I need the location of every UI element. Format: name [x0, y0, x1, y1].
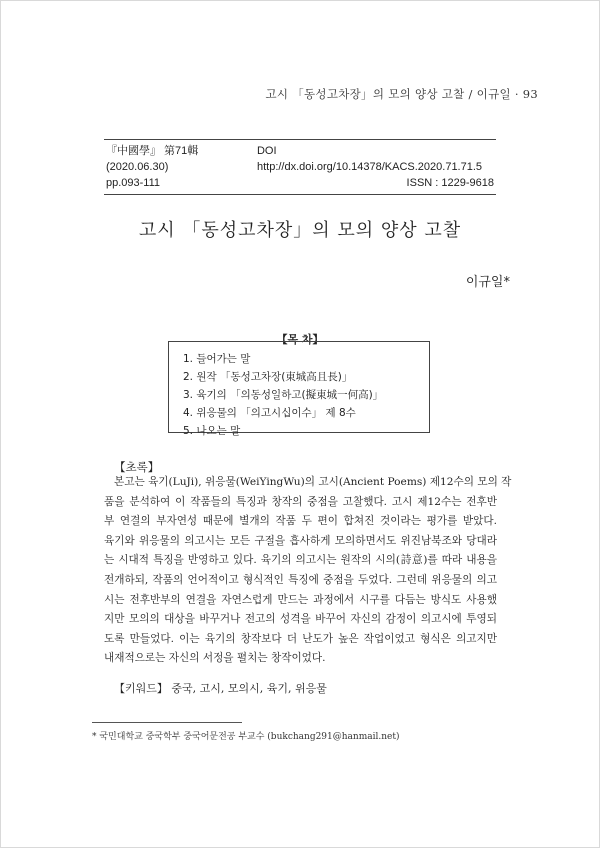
abstract-line: 본고는 육기(LuJi), 위응물(WeiYingWu)의 고시(Ancient Poems) 제12수의 모의 작	[114, 476, 512, 488]
journal-info: 『中國學』 第71輯 (2020.06.30)	[106, 145, 199, 173]
abstract-line: 는 시대적 특징을 반영하고 있다. 육기의 의고시는 원작의 시의(詩意)를 따라 내용을	[104, 554, 497, 567]
abstract-line: 부 연결의 부자연성 때문에 별개의 작품 두 편이 합쳐진 것이라는 평가를 받았다.	[104, 515, 497, 528]
author-name: 이규일*	[465, 275, 510, 290]
abstract-body	[104, 473, 512, 669]
toc-item: 4. 위응물의 「의고시십이수」 제 8수	[183, 407, 356, 419]
abstract-heading: 【초록】	[114, 460, 160, 474]
abstract-line: 시는 전후반부의 연결을 자연스럽게 만드는 과정에서 시구를 다듬는 방식도 사용했	[104, 593, 497, 606]
toc-item: 2. 원작 「동성고차장(東城高且長)」	[183, 371, 353, 383]
abstract-line: 품을 분석하여 이 작품들의 특징과 창작의 중점을 고찰했다. 고시 제12수는 전후반	[104, 495, 497, 508]
table-of-contents	[168, 341, 430, 437]
abstract-line: 전개하되, 작품의 언어적이고 형식적인 특징에 중점을 두었다. 그런데 위응물의 의고	[104, 573, 497, 586]
abstract-line: 내재적으로는 자신의 서정을 펼치는 창작이었다.	[104, 652, 326, 665]
keywords: 【키워드】 중국, 고시, 모의시, 육기, 위응물	[114, 682, 327, 695]
abstract-line: 지만 모의의 대상을 바꾸거나 전고의 성격을 바꾸어 자신의 감정이 의고시에 투영되	[104, 613, 497, 626]
running-head: 고시 「동성고차장」의 모의 양상 고찰 / 이규일 · 93	[265, 87, 538, 101]
issn: ISSN : 1229-9618	[406, 177, 494, 189]
doi-link[interactable]: DOI http://dx.doi.org/10.14378/KACS.2020.71.71.5	[256, 145, 483, 173]
abstract-line: 육기와 위응물의 의고시는 모든 구절을 흡사하게 모의하면서도 위진남북조와 당대라	[104, 534, 497, 547]
author-footnote: * 국민대학교 중국학부 중국어문전공 부교수 (bukchang291@hanmail.net)	[92, 732, 400, 742]
toc-item: 1. 들어가는 말	[183, 353, 251, 365]
toc-heading: 【목 차】	[276, 333, 324, 346]
publication-info	[104, 139, 496, 195]
page-range: pp.093-111	[106, 177, 161, 189]
toc-item: 3. 육기의 「의동성일하고(擬東城一何高)」	[183, 389, 384, 401]
footnote-divider	[92, 722, 242, 723]
abstract-line: 도록 만들었다. 이는 육기의 창작보다 더 난도가 높은 작업이었고 형식은 의고지만	[104, 632, 497, 645]
paper-title: 고시 「동성고차장」의 모의 양상 고찰	[138, 220, 462, 241]
toc-item: 5. 나오는 말	[183, 425, 241, 437]
